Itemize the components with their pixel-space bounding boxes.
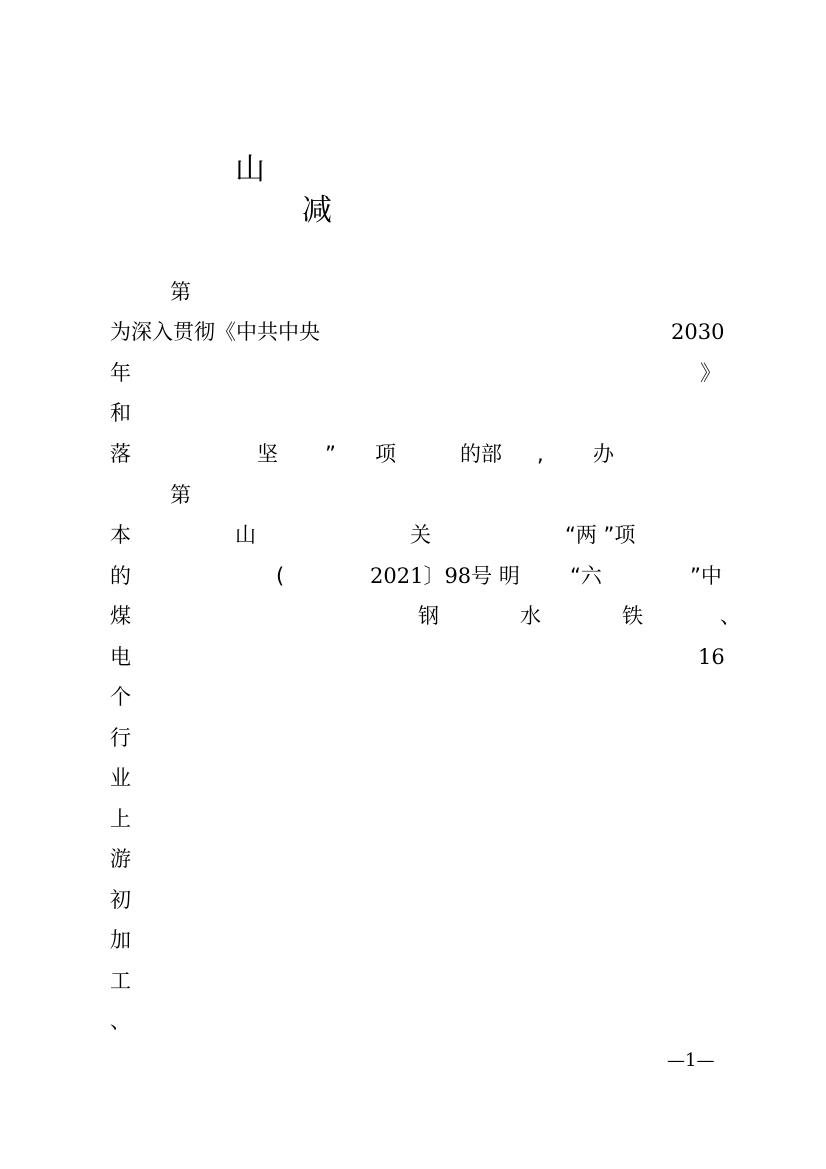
para-2-line-3-char-4: 铁	[622, 604, 643, 628]
para-2-line-3-char-5: 、	[720, 604, 741, 628]
para-1-line-4-char-6: ,	[537, 442, 544, 466]
vertical-char: 加	[110, 928, 131, 952]
para-2-line-1-char-2: 山	[235, 523, 256, 547]
para-1-line-1-right: 2030	[671, 320, 725, 344]
para-2-line-1-char-1: 本	[110, 523, 131, 547]
vertical-char: 行	[110, 726, 131, 750]
title-line-1: 山	[235, 152, 265, 187]
para-2-line-2-char-2: (	[276, 564, 285, 588]
vertical-char: 上	[110, 807, 131, 831]
para-2-line-4-char-2: 16	[698, 645, 725, 669]
vertical-char: 、	[110, 1009, 131, 1033]
vertical-char: 初	[110, 888, 131, 912]
para-2-line-1-char-4: “两 ”项	[565, 523, 636, 547]
para-1-line-2-left: 年	[110, 361, 131, 385]
para-2-line-1-char-3: 关	[410, 523, 431, 547]
vertical-char: 业	[110, 766, 131, 790]
vertical-char: 工	[110, 969, 131, 993]
para-1-line-4-char-1: 落	[110, 442, 131, 466]
para-1-line-4-char-2: 坚	[257, 442, 278, 466]
para-1-line-4-char-7: 办	[593, 442, 614, 466]
para-2-line-3-char-2: 钢	[418, 604, 439, 628]
para-1-line-2-right: 》	[700, 361, 721, 385]
para-2-line-2-char-5: ”中	[690, 564, 722, 588]
vertical-char: 游	[110, 847, 131, 871]
vertical-char: 个	[110, 685, 131, 709]
para-2-line-2-char-3: 2021〕98号 明	[370, 564, 520, 588]
para-2-line-3-char-1: 煤	[110, 604, 131, 628]
para-2-line-2-char-4: “六	[570, 564, 602, 588]
page-number: —1—	[667, 1050, 715, 1071]
para-2-line-2-char-1: 的	[110, 564, 131, 588]
para-1-line-4-char-5: 的部	[460, 442, 502, 466]
section-1-heading: 第	[170, 280, 191, 304]
title-line-2: 减	[302, 193, 332, 228]
para-2-line-3-char-3: 水	[520, 604, 541, 628]
para-1-line-4-char-4: 项	[375, 442, 396, 466]
para-1-line-1-left: 为深入贯彻《中共中央	[110, 320, 320, 344]
para-1-line-4-char-3: ”	[325, 442, 336, 466]
para-1-line-3-left: 和	[110, 401, 131, 425]
section-2-heading: 第	[170, 483, 191, 507]
para-2-line-4-char-1: 电	[110, 645, 131, 669]
